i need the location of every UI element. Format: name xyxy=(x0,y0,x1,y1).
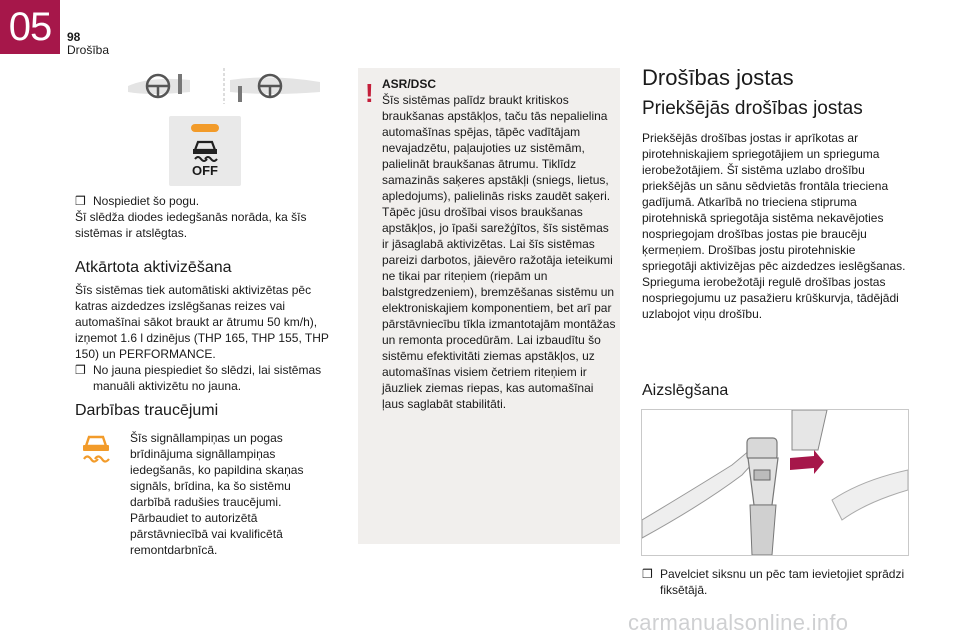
buckle-illustration xyxy=(641,409,909,556)
reactivation-step-text: No jauna piespiediet šo slēdzi, lai sistēmas manuāli aktivizētu no jauna. xyxy=(93,363,322,393)
page-number: 98 xyxy=(67,30,81,44)
reactivation-text: Šīs sistēmas tiek automātiski aktivizētas pēc katras aizdedzes izslēgšanas reizes vai automašīnai sākot braukt ar ātrumu 50 km/h), izņemot 1.6 l dzinējus (THP 165, THP 155, THP 150) un PERFORMANCE. xyxy=(75,283,329,361)
front-belts-heading: Priekšējās drošības jostas xyxy=(642,98,863,119)
button-off-label: OFF xyxy=(192,163,218,178)
malfunction-heading: Darbības traucējumi xyxy=(75,402,219,419)
esc-off-button xyxy=(169,116,241,186)
press-step-text: Nospiediet šo pogu. xyxy=(93,194,200,208)
malfunction-text: Šīs signāllampiņas un pogas brīdinājuma signāllampiņas iedegšanās, ko papildina skaņas signāls, brīdina, ka šo sistēmu darbībā radušies traucējumi. Pārbaudiet to autorizētā pārstāvniecībā vai kvalificētā remontdarbnīcā. xyxy=(130,431,304,557)
insert-arrow-icon xyxy=(790,450,824,474)
section-name: Drošība xyxy=(67,43,110,57)
front-belts-text: Priekšējās drošības jostas ir aprīkotas ar pirotehniskajiem spriegotājiem un sprieguma ierobežotājiem. Šī sistēma uzlabo drošību priekšējās un sānu sēdvietās frontāla trieciena gadījumā. Atkarībā no trieciena stipruma pirotehniskā spriegotāja sistēma nekavējoties nospriegojam drošības jostas pie braucēju ķermeņiem. Drošības jostu pirotehniskie spriegotāji aktivizējas pēc aizdedzes ieslēgšanas. Sprieguma ierobežotāji regulē drošības jostas nospriegojumu uz pasažieru krūškurvja, tādējādi uzlabojot viņu drošību. xyxy=(642,131,906,321)
press-step xyxy=(75,193,335,209)
arrow-bullet-icon: ❒ xyxy=(642,567,653,581)
watermark: carmanualsonline.info xyxy=(628,610,849,635)
arrow-bullet-icon: ❒ xyxy=(75,194,86,208)
chapter-tab: 05 xyxy=(0,0,60,54)
arrow-bullet-icon: ❒ xyxy=(75,363,86,377)
note-text: Šīs sistēmas palīdz braukt kritiskos braukšanas apstākļos, taču tās nepalielina automašīnas spējas, tāpēc vadītājam nevajadzētu, paļaujoties uz sistēmām, palielināt braukšanas ātrumu. Tiklīdz samazinās saķeres apstākļi (sniegs, lietus, apledojums), palielinās risks zaudēt saķeri. Tāpēc jūsu drošībai visos braukšanas apstākļos, jo īpaši sarežģītos, šīs sistēmas ir jāsaglabā aktivizētas. Lai šīs sistēmas pareizi darbotos, jāievēro ražotāja ieteikumi ne tikai par riteņiem (riepām un balstgredzeniem), bremzēšanas sistēmu un elektroniskajiem komponentiem, bet arī par pārstāvniecību tīkla izmantotajām montāžas un remonta procedūrām. Lai izbaudītu šo sistēmu efektivitāti ziemas apstākļos, uz automašīnas visiem četriem riteņiem ir jāuzliek ziemas riepas, kas automašīnai ļaus saglabāt stabilitāti. xyxy=(382,93,616,411)
fastening-step xyxy=(642,566,912,598)
reactivation-heading: Atkārtota aktivizēšana xyxy=(75,259,232,276)
warning-lamp-icon xyxy=(80,432,112,466)
car-cornering-illustration xyxy=(120,62,330,106)
button-led-indicator xyxy=(191,124,219,132)
note-title: ASR/DSC xyxy=(382,77,437,91)
skidding-car-icon xyxy=(189,136,221,162)
led-text: Šī slēdža diodes iedegšanās norāda, ka šīs sistēmas ir atslēgtas. xyxy=(75,210,307,240)
warning-mark-icon: ! xyxy=(365,78,374,108)
fastening-heading: Aizslēgšana xyxy=(642,382,729,399)
asr-dsc-note xyxy=(358,68,620,544)
page-title: Drošības jostas xyxy=(642,65,794,90)
fastening-step-text: Pavelciet siksnu un pēc tam ievietojiet sprādzi fiksētājā. xyxy=(660,567,905,597)
reactivation-step xyxy=(75,362,337,394)
seat-belt-buckle-icon xyxy=(642,410,908,555)
